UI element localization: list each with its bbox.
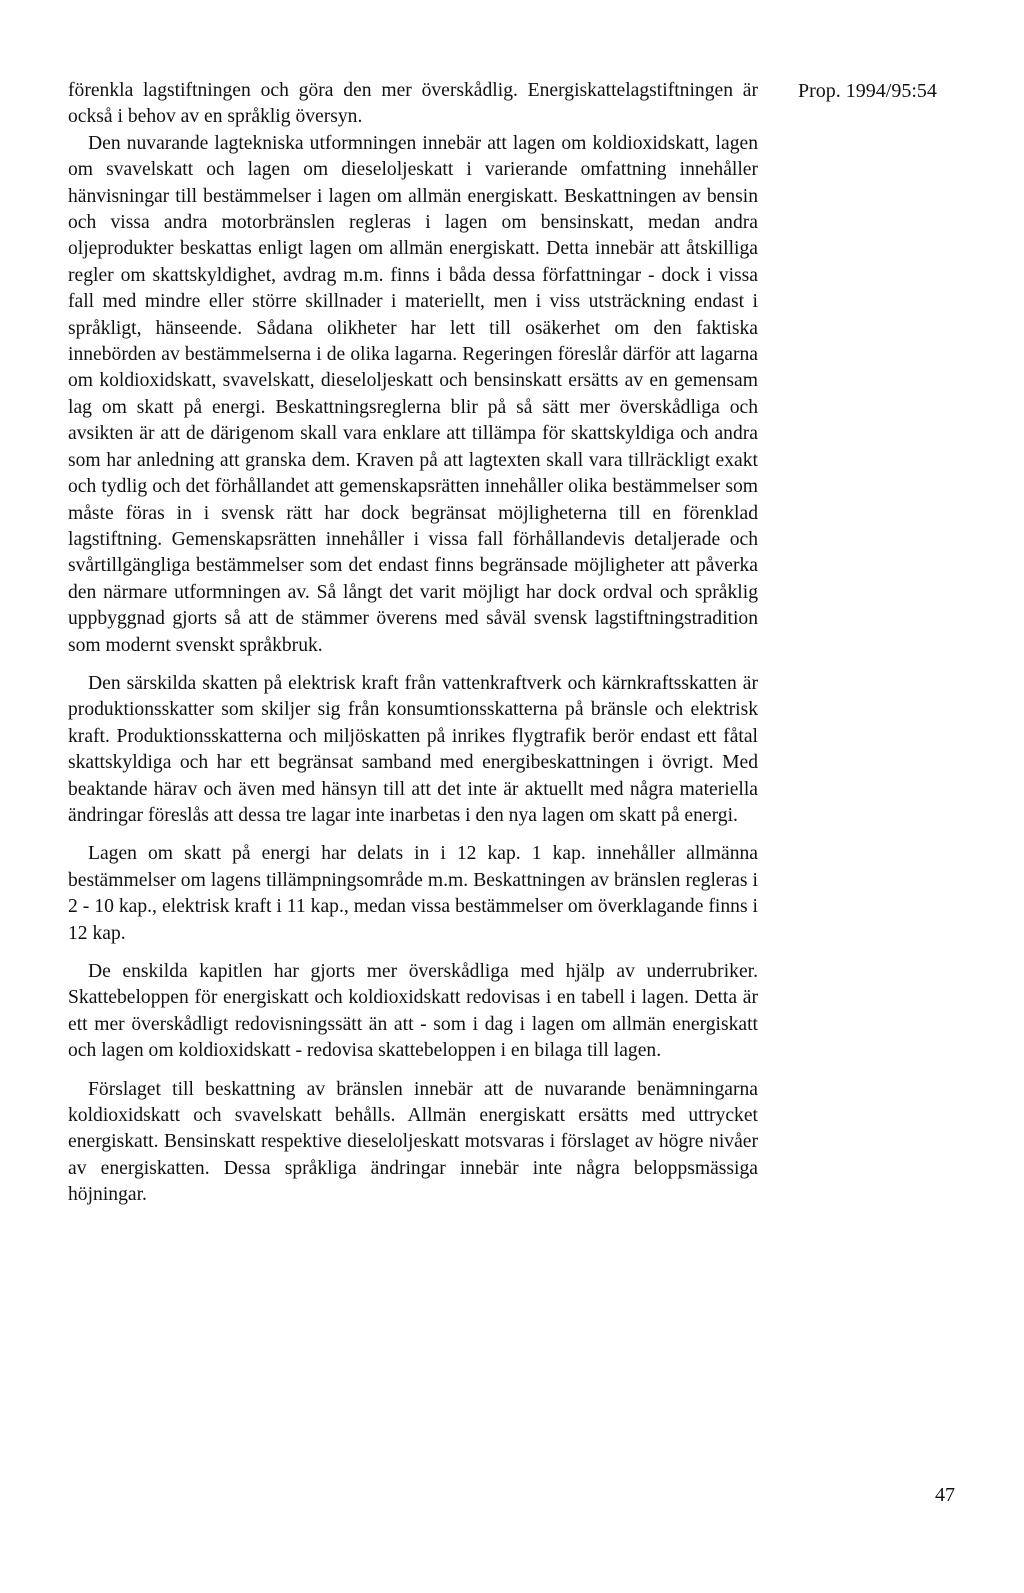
paragraph-5: De enskilda kapitlen har gjorts mer överskådliga med hjälp av underrubriker. Skattebeloppen för energiskatt och koldioxidskatt redovisas i en tabell i lagen. Detta är ett mer överskådligt redovisningssätt än att - som i dag i lagen om allmän energiskatt och lagen om koldioxidskatt - redovisa skattebeloppen i en bilaga till lagen. xyxy=(68,961,758,1062)
paragraph-4: Lagen om skatt på energi har delats in i 12 kap. 1 kap. innehåller allmänna bestämmelser om lagens tillämpningsområde m.m. Beskattningen av bränslen regleras i 2 - 10 kap., elektrisk kraft i 11 kap., medan vissa bestämmelser om överklagande finns i 12 kap. xyxy=(68,843,758,944)
paragraph-2: Den nuvarande lagtekniska utformningen innebär att lagen om koldioxidskatt, lagen om svavelskatt och lagen om dieseloljeskatt i varierande omfattning innehåller hänvisningar till bestämmelser i lagen om allmän energiskatt. Beskattningen av bensin och vissa andra motorbränslen regleras i lagen om bensinskatt, medan andra oljeprodukter beskattas enligt lagen om allmän energiskatt. Detta innebär att åtskilliga regler om skattskyldighet, avdrag m.m. finns i båda dessa författningar - dock i vissa fall med mindre eller större skillnader i materiellt, men i viss utsträckning endast i språkligt, hänseende. Sådana olikheter har lett till osäkerhet om den faktiska innebörden av bestämmelserna i de olika lagarna. Regeringen föreslår därför att lagarna om koldioxidskatt, svavelskatt, dieseloljeskatt och bensinskatt ersätts av en gemensam lag om skatt på energi. Beskattningsreglerna blir på så sätt mer överskådliga och avsikten är att de därigenom skall vara enklare att tillämpa för skattskyldiga och andra som har anledning att granska dem. Kraven på att lagtexten skall vara tillräckligt exakt och tydlig och det förhållandet att gemenskapsrätten innehåller olika bestämmelser som måste föras in i svensk rätt har dock begränsat möjligheterna till en förenklad lagstiftning. Gemenskapsrätten innehåller i vissa fall förhållandevis detaljerade och svårtillgängliga bestämmelser som det endast finns begränsade möjligheter att påverka den närmare utformningen av. Så långt det varit möjligt har dock ordval och språklig uppbyggnad gjorts så att de stämmer överens med såväl svensk lagstiftningstradition som modernt svenskt språkbruk. xyxy=(68,132,758,656)
paragraph-3: Den särskilda skatten på elektrisk kraft från vattenkraftverk och kärnkraftsskatten är produktionsskatter som skiljer sig från konsumtionsskatterna på bränsle och elektrisk kraft. Produktionsskatterna och miljöskatten på inrikes flygtrafik berör endast ett fåtal skattskyldiga och har ett begränsat samband med energibeskattningen i övrigt. Med beaktande härav och även med hänsyn till att det inte är aktuellt med några materiella ändringar föreslås att dessa tre lagar inte inarbetas i den nya lagen om skatt på energi. xyxy=(68,672,758,826)
paragraph-6: Förslaget till beskattning av bränslen innebär att de nuvarande benämningarna koldioxidskatt och svavelskatt behålls. Allmän energiskatt ersätts med uttrycket energiskatt. Bensinskatt respektive dieseloljeskatt motsvaras i förslaget av högre nivåer av energiskatten. Dessa språkliga ändringar innebär inte några beloppsmässiga höjningar. xyxy=(68,1078,758,1206)
page-number: 47 xyxy=(935,1484,955,1506)
paragraph-1: förenkla lagstiftningen och göra den mer överskådlig. Energiskattelagstiftningen är också i behov av en språklig översyn. xyxy=(68,80,758,128)
body-text xyxy=(68,78,758,1221)
document-reference: Prop. 1994/95:54 xyxy=(798,80,937,102)
